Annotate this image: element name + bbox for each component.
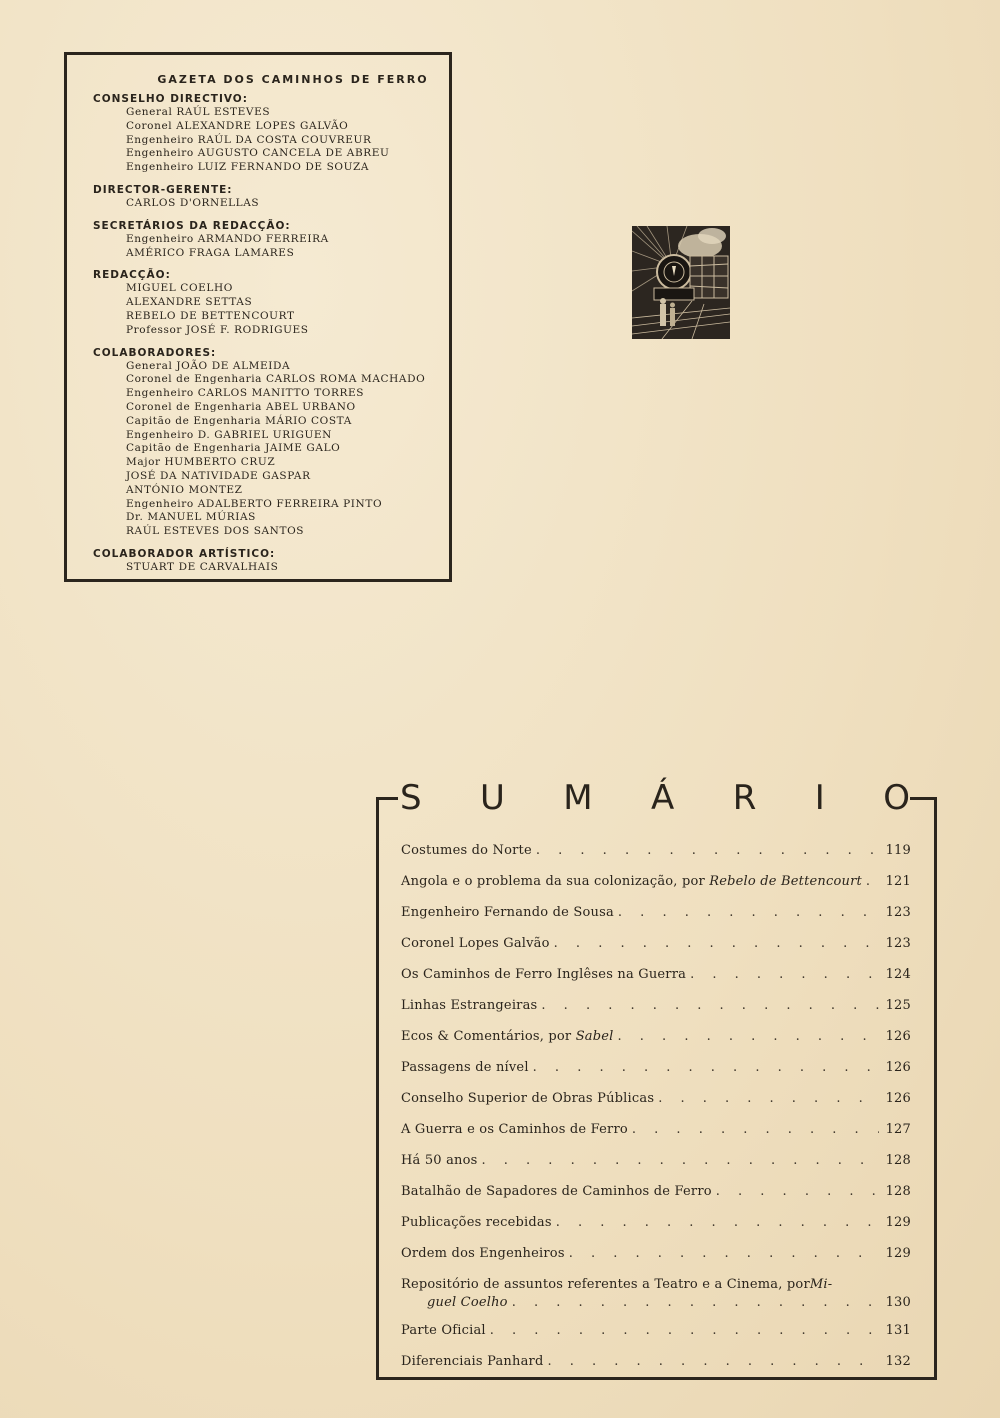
masthead-member: Capitão de Engenharia MÁRIO COSTA	[126, 414, 352, 427]
toc-leader-dots	[554, 935, 879, 952]
toc-entry	[401, 1121, 911, 1138]
toc-entry-page: 123	[885, 905, 911, 920]
toc-entry-page: 124	[885, 967, 911, 982]
masthead-sections	[93, 93, 449, 575]
masthead-member: ALEXANDRE SETTAS	[126, 296, 253, 309]
toc-entry	[401, 1152, 911, 1169]
toc-entry	[401, 1183, 911, 1200]
toc-entry	[401, 935, 911, 952]
toc-leader-dots	[618, 1028, 879, 1045]
toc-entry-title-text: Ecos & Comentários, por	[401, 1029, 576, 1044]
toc-entry-title	[401, 842, 532, 859]
toc-leader-dots	[490, 1322, 879, 1339]
toc-entry-page: 129	[885, 1215, 911, 1230]
toc-entry-title	[401, 1152, 478, 1169]
toc-entry-title	[401, 1353, 543, 1370]
toc-entry	[401, 966, 911, 983]
toc-entry-page: 119	[885, 843, 911, 858]
masthead-member: AMÉRICO FRAGA LAMARES	[126, 246, 295, 259]
masthead-member: Major HUMBERTO CRUZ	[126, 456, 276, 469]
masthead-box	[64, 52, 452, 582]
toc-entry-title-text: Engenheiro Fernando de Sousa	[401, 905, 614, 920]
toc-entry-title	[401, 935, 550, 952]
masthead-member: Coronel de Engenharia CARLOS ROMA MACHADO	[126, 373, 426, 386]
toc-entry-title-text: Coronel Lopes Galvão	[401, 936, 550, 951]
toc-leader-dots	[716, 1183, 879, 1200]
summary-title-letter: O	[883, 778, 910, 818]
toc-entry-page: 128	[885, 1184, 911, 1199]
toc-entry-author: Mi-	[809, 1277, 833, 1292]
toc-entry-title	[401, 1028, 614, 1045]
toc-entry	[401, 1090, 911, 1107]
toc-entry	[401, 1214, 911, 1231]
masthead-member: Dr. MANUEL MÚRIAS	[126, 511, 256, 524]
toc-entry-author: Sabel	[575, 1029, 614, 1044]
toc-entry	[401, 997, 911, 1014]
summary-title-letter: U	[480, 778, 505, 818]
toc-entry-title	[401, 1245, 565, 1262]
masthead-section-heading: REDACÇÃO:	[93, 269, 171, 282]
masthead-member: ANTÓNIO MONTEZ	[126, 483, 243, 496]
toc-entry	[401, 1322, 911, 1339]
masthead-member: General JOÃO DE ALMEIDA	[126, 359, 291, 372]
toc-leader-dots	[618, 904, 879, 921]
toc-entry-title	[401, 997, 537, 1014]
toc-entry-title-text: Há 50 anos	[401, 1153, 478, 1168]
toc-entry-title	[401, 1090, 654, 1107]
summary-title-letter: S	[400, 778, 422, 818]
toc-leader-dots	[547, 1353, 879, 1370]
toc-entry	[401, 1059, 911, 1076]
toc-entry-title	[401, 1121, 628, 1138]
toc-entry-title-text: Os Caminhos de Ferro Inglêses na Guerra	[401, 967, 687, 982]
toc-entry	[401, 842, 911, 859]
toc-entry-page: 126	[885, 1029, 911, 1044]
summary-title-letter: R	[732, 778, 757, 818]
masthead-member: REBELO DE BETTENCOURT	[126, 309, 295, 322]
toc-leader-dots	[569, 1245, 879, 1262]
masthead-title: GAZETA DOS CAMINHOS DE FERRO	[157, 73, 429, 86]
masthead-member: Engenheiro LUIZ FERNANDO DE SOUZA	[126, 161, 370, 174]
toc-entry-author: guel Coelho	[427, 1295, 508, 1310]
toc-leader-dots	[690, 966, 879, 983]
masthead-member: Engenheiro ADALBERTO FERREIRA PINTO	[126, 497, 383, 510]
toc-entry-page: 126	[885, 1060, 911, 1075]
toc-entry-title-text: Batalhão de Sapadores de Caminhos de Ferro	[401, 1184, 712, 1199]
toc-entry-title-text: Linhas Estrangeiras	[401, 998, 538, 1013]
masthead-member: MIGUEL COELHO	[126, 282, 233, 295]
locomotive-woodcut-illustration	[632, 226, 730, 339]
summary-title-letter: Á	[651, 778, 675, 818]
toc-leader-dots	[658, 1090, 879, 1107]
masthead-section-heading: CONSELHO DIRECTIVO:	[93, 93, 248, 105]
toc-leader-dots	[482, 1152, 879, 1169]
summary-title-rule-left	[376, 797, 398, 800]
toc-entry-title	[401, 1183, 712, 1200]
toc-entry-author: Rebelo de Bettencourt	[709, 874, 862, 889]
toc-entry-page: 132	[885, 1354, 911, 1369]
toc-entry-title-text: A Guerra e os Caminhos de Ferro	[401, 1122, 628, 1137]
toc-entry-page: 123	[885, 936, 911, 951]
toc-entry-title-text: Diferenciais Panhard	[401, 1354, 544, 1369]
toc-entry-title	[401, 1322, 486, 1339]
toc-leader-dots	[632, 1121, 879, 1138]
toc-leader-dots	[512, 1294, 879, 1311]
toc-leader-dots	[866, 873, 879, 890]
masthead-member: Capitão de Engenharia JAIME GALO	[126, 442, 341, 455]
toc-entry-title-text: Conselho Superior de Obras Públicas	[401, 1091, 655, 1106]
toc-entry-title	[401, 1059, 529, 1076]
toc-entry	[401, 904, 911, 921]
toc-entry-title-text: Angola e o problema da sua colonização, por	[401, 874, 710, 889]
toc-entry	[401, 1028, 911, 1045]
masthead-section-heading: COLABORADORES:	[93, 346, 217, 359]
summary-title-letter: M	[563, 778, 593, 818]
masthead-member: Engenheiro AUGUSTO CANCELA DE ABREU	[126, 147, 390, 160]
toc-entry-page: 121	[885, 874, 911, 889]
toc-entry-title	[401, 1214, 552, 1231]
toc-entry-page: 129	[885, 1246, 911, 1261]
table-of-contents	[401, 842, 911, 1384]
toc-entry-page: 128	[885, 1153, 911, 1168]
toc-entry	[401, 1353, 911, 1370]
summary-title-rule-right	[910, 797, 937, 800]
toc-entry-title	[401, 904, 614, 921]
toc-entry	[401, 1276, 911, 1311]
toc-leader-dots	[536, 842, 879, 859]
toc-entry-title-text: Costumes do Norte	[401, 843, 532, 858]
toc-leader-dots	[541, 997, 879, 1014]
toc-entry-title: Repositório de assuntos referentes a Teatro e a Cinema, por	[401, 1277, 810, 1292]
toc-entry-page: 130	[885, 1295, 911, 1310]
masthead-member: Engenheiro RAÚL DA COSTA COUVREUR	[126, 133, 372, 146]
toc-entry-title-text: Parte Oficial	[401, 1323, 486, 1338]
toc-entry-title	[401, 873, 862, 890]
masthead-section-heading: SECRETÁRIOS DA REDACÇÃO:	[93, 219, 291, 232]
masthead-member: Coronel de Engenharia ABEL URBANO	[126, 400, 356, 413]
masthead-section-heading: DIRECTOR-GERENTE:	[93, 183, 233, 196]
toc-entry-page: 126	[885, 1091, 911, 1106]
masthead-member: Professor JOSÉ F. RODRIGUES	[126, 323, 309, 336]
toc-entry-title-text: Ordem dos Engenheiros	[401, 1246, 565, 1261]
toc-entry	[401, 1245, 911, 1262]
masthead-member: STUART DE CARVALHAIS	[126, 560, 279, 573]
toc-entry-page: 125	[885, 998, 911, 1013]
toc-entry	[401, 873, 911, 890]
masthead-member: Engenheiro ARMANDO FERREIRA	[126, 232, 329, 245]
summary-title	[400, 778, 910, 818]
masthead-member: Engenheiro D. GABRIEL URIGUEN	[126, 428, 332, 441]
masthead-member: Coronel ALEXANDRE LOPES GALVÃO	[126, 119, 349, 132]
toc-entry-title	[401, 966, 686, 983]
masthead-member: CARLOS D'ORNELLAS	[126, 196, 260, 209]
toc-entry-page: 131	[885, 1323, 911, 1338]
summary-title-letter: I	[814, 778, 825, 818]
masthead-member: JOSÉ DA NATIVIDADE GASPAR	[126, 469, 311, 482]
toc-entry-page: 127	[885, 1122, 911, 1137]
toc-leader-dots	[533, 1059, 879, 1076]
masthead-member: Engenheiro CARLOS MANITTO TORRES	[126, 387, 365, 400]
masthead-member: General RAÚL ESTEVES	[126, 106, 271, 118]
toc-entry-title-text: Passagens de nível	[401, 1060, 529, 1075]
masthead-member: RAÚL ESTEVES DOS SANTOS	[126, 525, 305, 538]
masthead-section-heading: COLABORADOR ARTÍSTICO:	[93, 547, 276, 560]
toc-leader-dots	[556, 1214, 879, 1231]
toc-entry-title-text: Publicações recebidas	[401, 1215, 552, 1230]
